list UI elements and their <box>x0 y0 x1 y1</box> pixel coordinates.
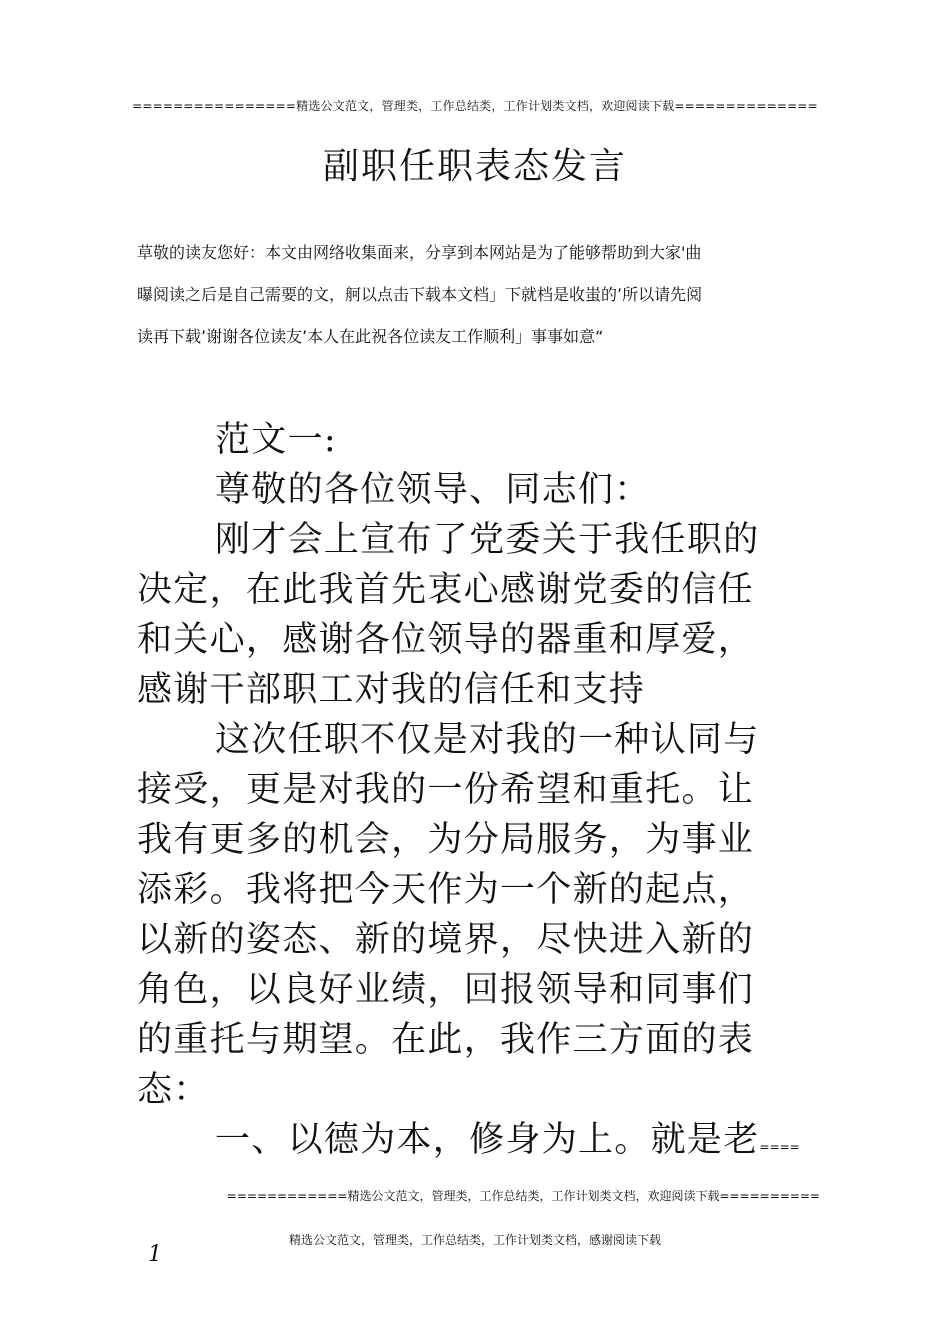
body-paragraph-line: 角色，以良好业绩，回报领导和同事们 <box>137 970 755 1010</box>
body-paragraph-line: 我有更多的机会，为分局服务，为事业 <box>137 820 755 860</box>
salutation: 尊敬的各位领导、同志们： <box>215 470 651 510</box>
tail-marks: ==== <box>759 1140 800 1154</box>
footer-note: 精选公文范文，管理类，工作总结类，工作计划类文档，感谢阅读下载 <box>288 1233 661 1247</box>
body-paragraph-line: 接受，更是对我的一份希望和重托。让 <box>137 770 755 810</box>
body-last-line-text: 一、以德为本，修身为上。就是老 <box>215 1120 760 1160</box>
header-banner: ================精选公文范文，管理类，工作总结类，工作计划类文档，欢迎阅读下载============== <box>132 99 818 113</box>
footer-banner: ============精选公文范文，管理类，工作总结类，工作计划类文档，欢迎阅读下载========== <box>226 1189 820 1203</box>
intro-line-3: 读再下载’谢谢各位读友’本人在此祝各位读友工作顺利」事事如意“ <box>137 327 604 346</box>
section-heading: 范文一: <box>215 420 337 460</box>
intro-line-1: 草敬的读友您好：本文由网络收集面来，分享到本网站是为了能够帮助到大家'曲 <box>137 243 702 262</box>
document-title: 副职任职表态发言 <box>322 146 627 187</box>
body-paragraph-line: 刚才会上宣布了党委关于我任职的 <box>215 520 760 560</box>
body-paragraph-line: 的重托与期望。在此，我作三方面的表 <box>137 1020 755 1060</box>
body-paragraph-line-last <box>215 1118 800 1169</box>
body-paragraph-line: 和关心，感谢各位领导的器重和厚爱， <box>137 620 755 660</box>
body-paragraph-line: 以新的姿态、新的境界，尽快进入新的 <box>137 920 755 960</box>
intro-line-2: 曝阅读之后是自己需要的文，舸以点击下载本文档」下就档是收蚩的’所以请先阅 <box>137 285 703 304</box>
page-number: 1 <box>148 1242 162 1267</box>
body-paragraph-line: 感谢干部职工对我的信任和支持 <box>137 670 646 710</box>
body-paragraph-line: 态： <box>137 1070 210 1110</box>
body-paragraph-line: 添彩。我将把今天作为一个新的起点， <box>137 870 755 910</box>
body-paragraph-line: 这次任职不仅是对我的一种认同与 <box>215 720 760 760</box>
body-paragraph-line: 决定，在此我首先衷心感谢党委的信任 <box>137 570 755 610</box>
